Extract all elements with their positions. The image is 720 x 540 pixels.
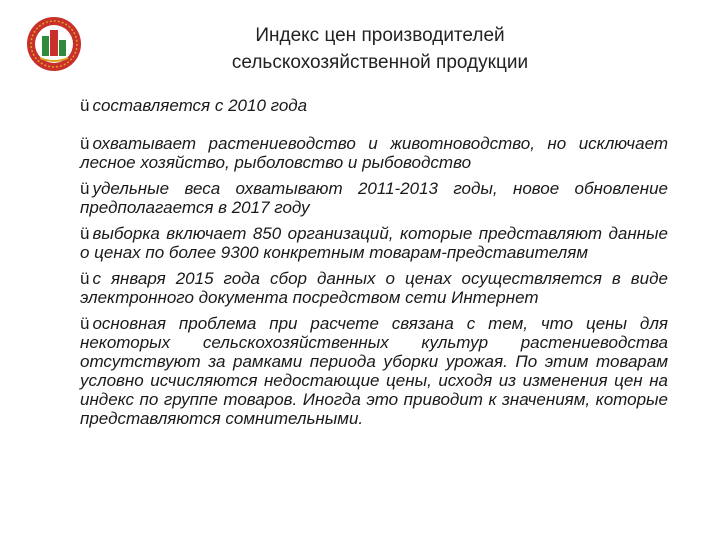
list-item-text: с января 2015 года сбор данных о ценах осуществляется в виде электронного документа посредством сети Интернет (80, 269, 668, 307)
checkmark-icon: ü (80, 179, 90, 198)
checkmark-icon: ü (80, 224, 90, 243)
checkmark-icon: ü (80, 314, 90, 333)
list-item (80, 314, 668, 428)
title-line-1: Индекс цен производителей (255, 25, 505, 46)
list-item-text: основная проблема при расчете связана с тем, что цены для некоторых сельскохозяйственных культур растениеводства отсутствуют за рамками периода уборки урожая. По этим товарам условно исчисляются недостающие цены, исходя из изменения цен на индекс по группе товаров. Иногда это приводит к значениям, которые представляются сомнительными. (80, 314, 668, 428)
bullet-list (80, 96, 668, 435)
list-item-text: удельные веса охватывают 2011-2013 годы, новое обновление предполагается в 2017 году (80, 179, 668, 217)
slide-title (160, 22, 600, 76)
checkmark-icon: ü (80, 134, 90, 153)
emblem-logo (26, 16, 82, 72)
checkmark-icon: ü (80, 96, 90, 115)
list-item (80, 96, 668, 115)
list-item-text: охватывает растениеводство и животноводство, но исключает лесное хозяйство, рыболовство и рыбоводство (80, 134, 668, 172)
list-item (80, 134, 668, 172)
title-line-2: сельскохозяйственной продукции (231, 52, 529, 73)
list-item (80, 224, 668, 262)
checkmark-icon: ü (80, 269, 90, 288)
list-item-text: выборка включает 850 организаций, которые представляют данные о ценах по более 9300 конкретным товарам-представителям (80, 224, 668, 262)
emblem-icon (26, 16, 82, 72)
list-item-text: составляется с 2010 года (92, 96, 308, 115)
list-item (80, 269, 668, 307)
list-item (80, 179, 668, 217)
